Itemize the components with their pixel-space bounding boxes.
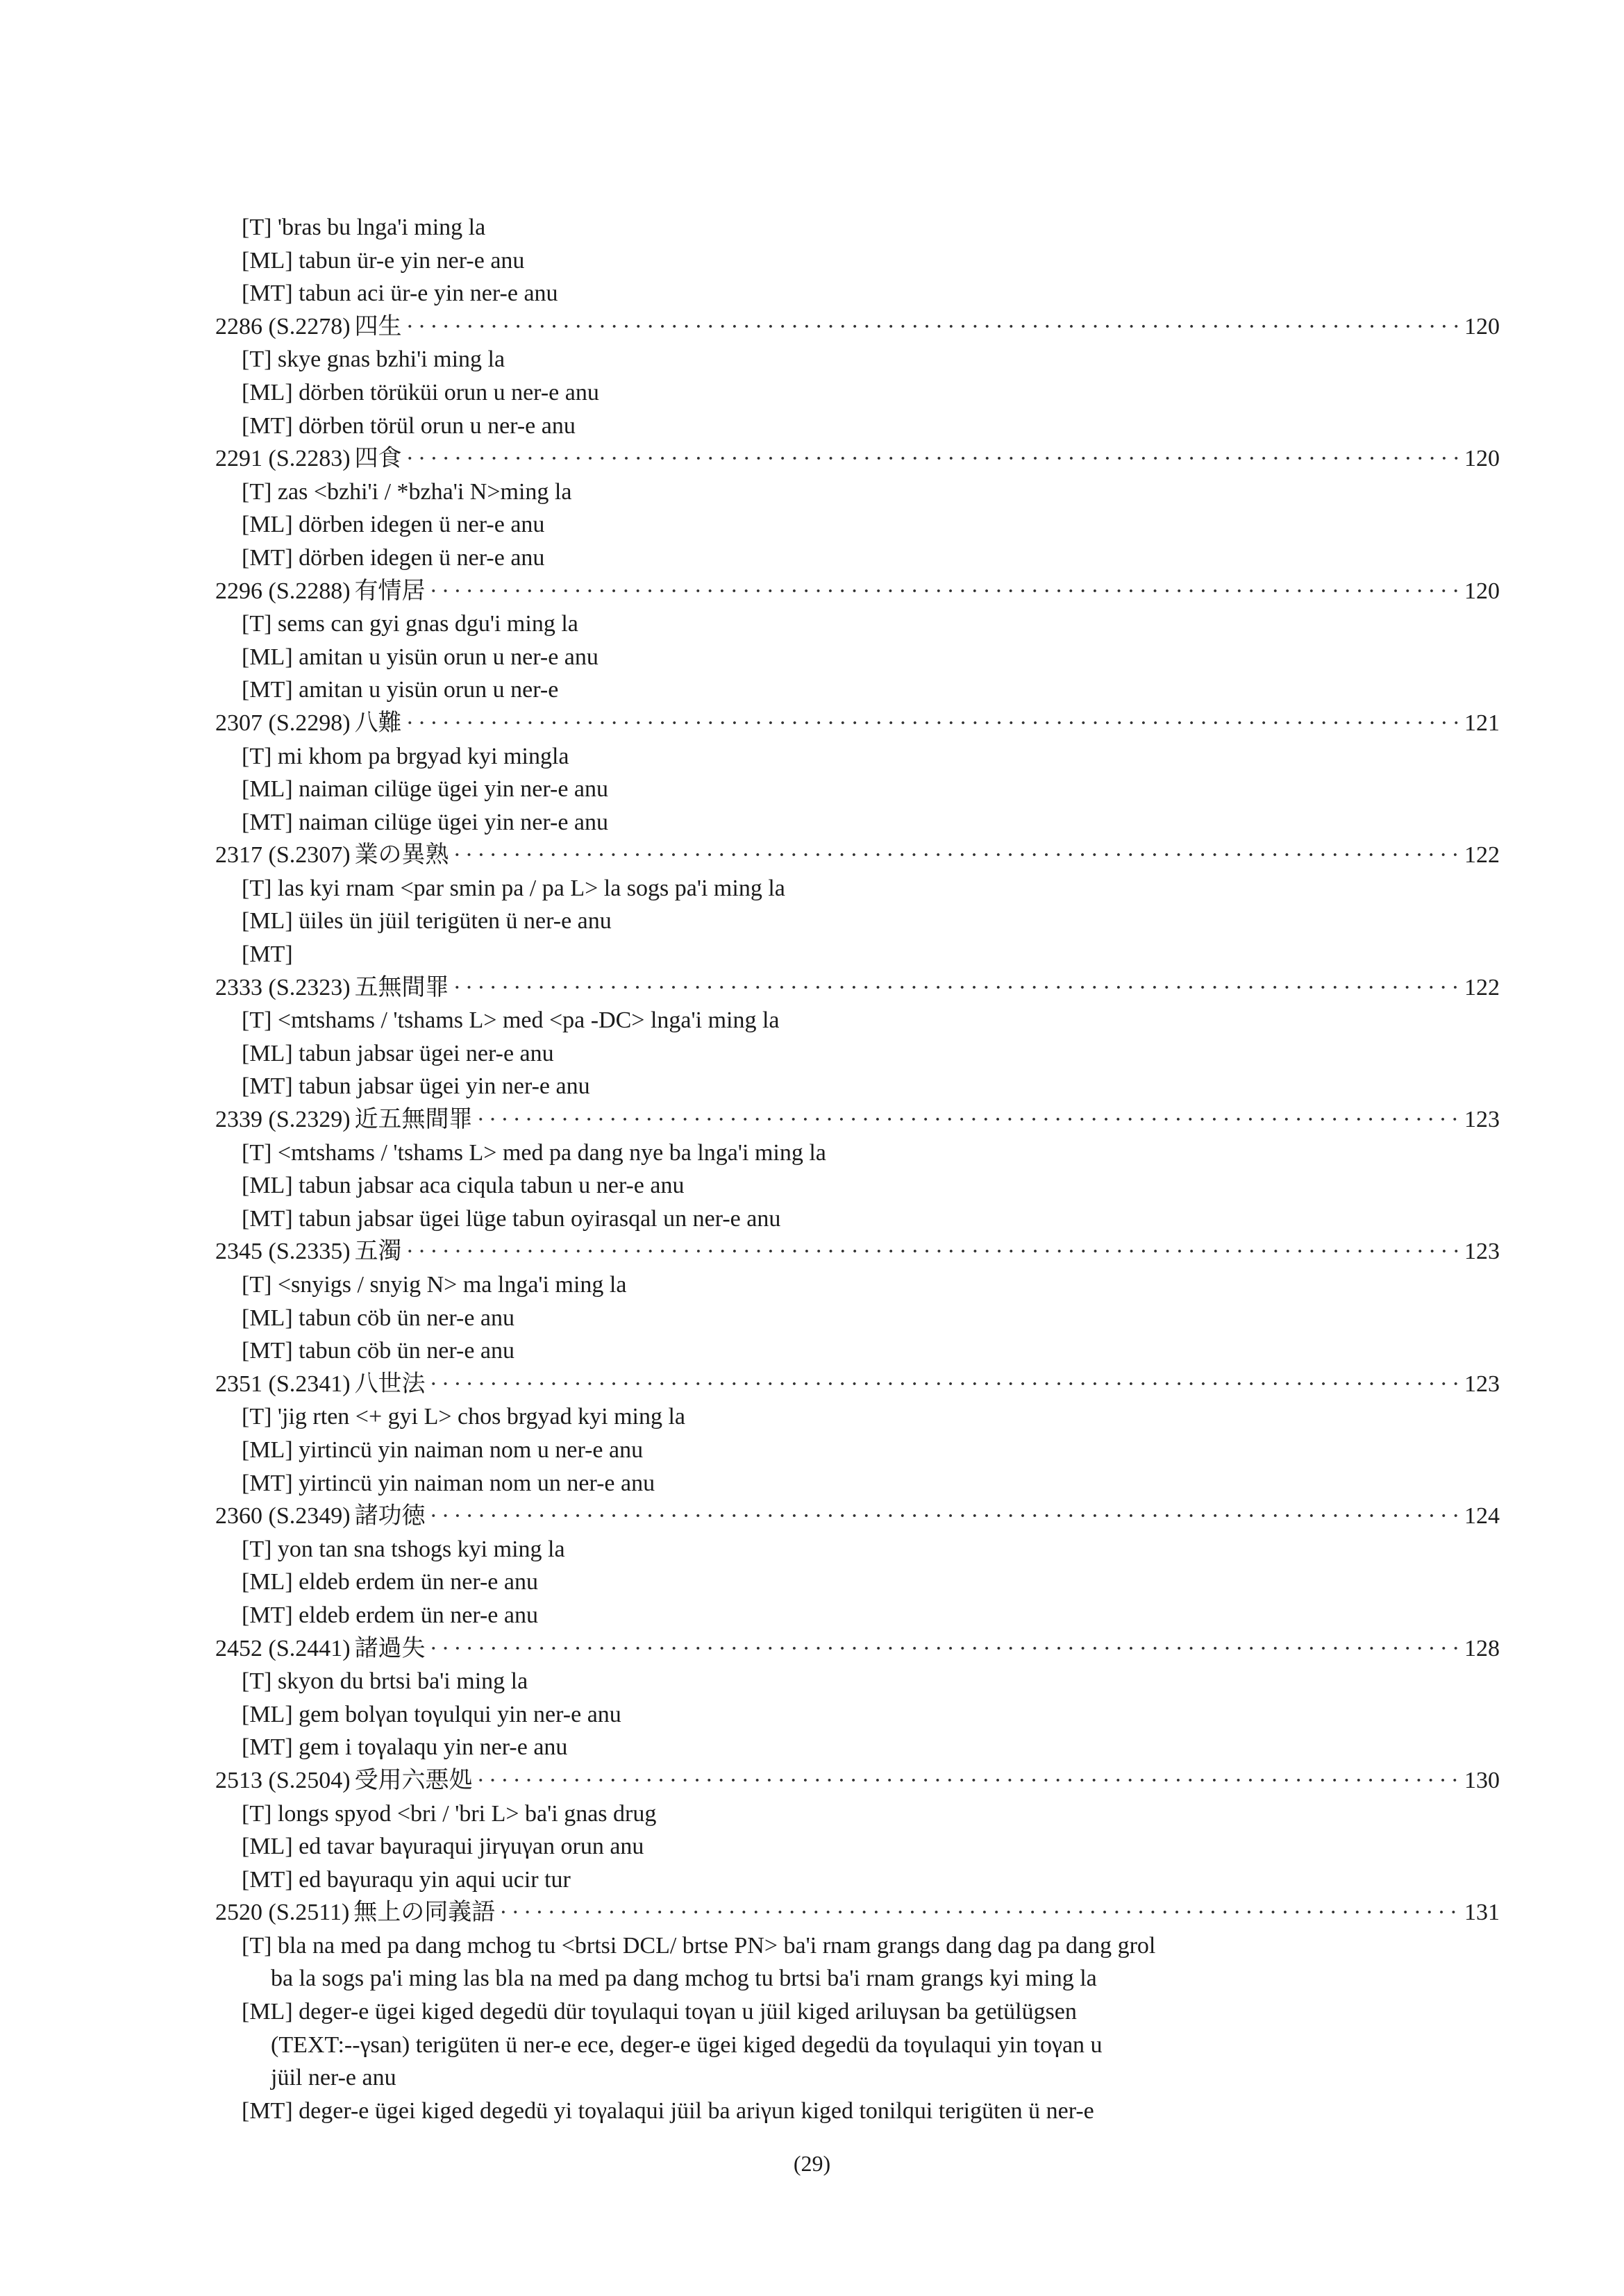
entry-line: [T] skyon du brtsi ba'i ming la xyxy=(242,1668,528,1695)
entry-line: [MT] tabun jabsar ügei lüge tabun oyirasqal un ner-e anu xyxy=(242,1205,781,1232)
entry-heading xyxy=(215,839,1500,872)
entry-number: 2351 (S.2341) xyxy=(215,1371,351,1397)
entry-heading xyxy=(215,1103,1500,1137)
entry-line: [T] mi khom pa brgyad kyi mingla xyxy=(242,743,569,769)
entry-line: [T] sems can gyi gnas dgu'i ming la xyxy=(242,611,578,637)
entry-line: [T] bla na med pa dang mchog tu <brtsi DCL/ brtse PN> ba'i rnam grangs dang dag pa dang grol xyxy=(242,1932,1156,1959)
entry-line: [MT] tabun cöb ün ner-e anu xyxy=(242,1338,515,1364)
entry-term: 五濁 xyxy=(354,1239,402,1265)
entry-page-ref: 128 xyxy=(1464,1635,1500,1661)
entry-heading xyxy=(215,575,1500,608)
dot-leader xyxy=(477,1764,1462,1798)
entry-list xyxy=(215,211,1500,2127)
entry-heading xyxy=(215,1235,1500,1268)
entry-heading xyxy=(215,1368,1500,1401)
entry-line: [ML] deger-e ügei kiged degedü dür toγulaqui toγan u jüil kiged ariluγsan ba getülügsen xyxy=(242,1999,1077,2025)
dot-leader xyxy=(430,1500,1462,1533)
entry-line: [T] longs spyod <bri / 'bri L> ba'i gnas drug xyxy=(242,1800,657,1827)
entry-line: [T] <mtshams / 'tshams L> med pa dang nye ba lnga'i ming la xyxy=(242,1139,826,1166)
entry-line: [ML] amitan u yisün orun u ner-e anu xyxy=(242,644,598,670)
entry-page-ref: 123 xyxy=(1464,1371,1500,1397)
entry-heading xyxy=(215,707,1500,740)
entry-term: 八世法 xyxy=(354,1371,426,1397)
entry-page-ref: 121 xyxy=(1464,710,1500,736)
dot-leader xyxy=(430,575,1462,608)
page-number: (29) xyxy=(793,2151,831,2176)
entry-number: 2307 (S.2298) xyxy=(215,710,351,736)
entry-page-ref: 123 xyxy=(1464,1239,1500,1265)
entry-number: 2333 (S.2323) xyxy=(215,974,351,1000)
entry-line: [MT] eldeb erdem ün ner-e anu xyxy=(242,1602,538,1628)
entry-line: [ML] üiles ün jüil terigüten ü ner-e anu xyxy=(242,908,612,935)
entry-term: 無上の同義語 xyxy=(353,1900,496,1926)
dot-leader xyxy=(406,1235,1462,1268)
entry-line: [ML] dörben törüküi orun u ner-e anu xyxy=(242,379,599,405)
dot-leader xyxy=(453,971,1462,1005)
entry-line: [T] las kyi rnam <par smin pa / pa L> la sogs pa'i ming la xyxy=(242,875,785,901)
entry-heading xyxy=(215,971,1500,1005)
entry-page-ref: 131 xyxy=(1464,1900,1500,1926)
entry-heading xyxy=(215,442,1500,476)
entry-line: [ML] ed tavar baγuraqui jirγuγan orun anu xyxy=(242,1834,644,1860)
entry-line: [ML] tabun jabsar ügei ner-e anu xyxy=(242,1040,554,1066)
entry-heading xyxy=(215,1632,1500,1666)
entry-number: 2452 (S.2441) xyxy=(215,1635,351,1661)
entry-number: 2360 (S.2349) xyxy=(215,1503,351,1530)
entry-line: [ML] yirtincü yin naiman nom u ner-e anu xyxy=(242,1436,644,1463)
entry-number: 2291 (S.2283) xyxy=(215,446,351,472)
entry-number: 2296 (S.2288) xyxy=(215,578,351,604)
entry-page-ref: 130 xyxy=(1464,1767,1500,1793)
entry-line: [MT] dörben idegen ü ner-e anu xyxy=(242,544,545,571)
entry-line: [ML] tabun ür-e yin ner-e anu xyxy=(242,247,525,274)
entry-line: [ML] gem bolγan toγulqui yin ner-e anu xyxy=(242,1701,621,1727)
dot-leader xyxy=(406,310,1462,344)
entry-line-continuation: ba la sogs pa'i ming las bla na med pa dang mchog tu brtsi ba'i rnam grangs kyi ming la xyxy=(271,1966,1097,1992)
entry-line: [T] skye gnas bzhi'i ming la xyxy=(242,346,505,373)
entry-page-ref: 123 xyxy=(1464,1107,1500,1133)
entry-line: [T] 'bras bu lnga'i ming la xyxy=(242,215,486,240)
entry-number: 2339 (S.2329) xyxy=(215,1107,351,1133)
entry-term: 五無間罪 xyxy=(354,974,449,1000)
entry-term: 受用六悪処 xyxy=(354,1767,473,1793)
entry-line: [MT] dörben törül orun u ner-e anu xyxy=(242,412,576,439)
entry-line: [ML] tabun jabsar aca ciqula tabun u ner-e anu xyxy=(242,1173,685,1199)
entry-heading xyxy=(215,1896,1500,1929)
entry-page-ref: 120 xyxy=(1464,578,1500,604)
entry-line-continuation: (TEXT:--γsan) terigüten ü ner-e ece, deger-e ügei kiged degedü da toγulaqui yin toγan u xyxy=(271,2031,1103,2058)
entry-heading xyxy=(215,1764,1500,1798)
entry-term: 八難 xyxy=(354,710,402,736)
dot-leader xyxy=(430,1632,1462,1666)
dot-leader xyxy=(430,1368,1462,1401)
entry-term: 諸過失 xyxy=(354,1635,426,1661)
entry-term: 四生 xyxy=(354,313,402,340)
dot-leader xyxy=(406,707,1462,740)
entry-line: [T] <snyigs / snyig N> ma lnga'i ming la xyxy=(242,1272,627,1298)
entry-page-ref: 122 xyxy=(1464,974,1500,1000)
entry-line: [MT] tabun jabsar ügei yin ner-e anu xyxy=(242,1073,590,1100)
entry-page-ref: 120 xyxy=(1464,313,1500,340)
entry-line: [T] 'jig rten <+ gyi L> chos brgyad kyi ming la xyxy=(242,1404,686,1430)
entry-term: 近五無間罪 xyxy=(354,1107,473,1133)
entry-line: [ML] dörben idegen ü ner-e anu xyxy=(242,512,545,538)
entry-number: 2317 (S.2307) xyxy=(215,842,351,869)
entry-page-ref: 120 xyxy=(1464,446,1500,472)
entry-term: 諸功徳 xyxy=(354,1503,426,1530)
entry-term: 有情居 xyxy=(354,578,426,604)
entry-heading xyxy=(215,310,1500,344)
entry-line: [T] zas <bzhi'i / *bzha'i N>ming la xyxy=(242,478,572,505)
entry-page-ref: 124 xyxy=(1464,1503,1500,1530)
entry-line: [MT] ed baγuraqu yin aqui ucir tur xyxy=(242,1866,571,1893)
entry-term: 業の異熟 xyxy=(354,842,449,869)
entry-term: 四食 xyxy=(354,446,402,472)
dot-leader xyxy=(406,442,1462,476)
entry-line: [MT] amitan u yisün orun u ner-e xyxy=(242,677,559,703)
entry-number: 2286 (S.2278) xyxy=(215,313,351,340)
entry-line: [ML] tabun cöb ün ner-e anu xyxy=(242,1305,515,1331)
entry-number: 2345 (S.2335) xyxy=(215,1239,351,1265)
entry-number: 2513 (S.2504) xyxy=(215,1767,351,1793)
entry-page-ref: 122 xyxy=(1464,842,1500,869)
dot-leader xyxy=(499,1896,1462,1929)
entry-number: 2520 (S.2511) xyxy=(215,1900,350,1926)
entry-line: [MT] gem i toγalaqu yin ner-e anu xyxy=(242,1734,568,1761)
entry-line: [T] yon tan sna tshogs kyi ming la xyxy=(242,1536,565,1562)
entry-line: [MT] yirtincü yin naiman nom un ner-e anu xyxy=(242,1470,655,1496)
dot-leader xyxy=(453,839,1462,872)
entry-heading xyxy=(215,1500,1500,1533)
entry-line: [T] <mtshams / 'tshams L> med <pa -DC> lnga'i ming la xyxy=(242,1007,780,1034)
dot-leader xyxy=(477,1103,1462,1137)
entry-line: [MT] naiman cilüge ügei yin ner-e anu xyxy=(242,809,609,835)
entry-line-continuation: jüil ner-e anu xyxy=(271,2065,396,2091)
entry-line: [MT] deger-e ügei kiged degedü yi toγalaqui jüil ba ariγun kiged tonilqui terigüten ü ner-e xyxy=(242,2097,1094,2124)
entry-line: [MT] xyxy=(242,941,293,968)
entry-line: [ML] naiman cilüge ügei yin ner-e anu xyxy=(242,776,609,803)
entry-line: [MT] tabun aci ür-e yin ner-e anu xyxy=(242,280,558,307)
entry-line: [ML] eldeb erdem ün ner-e anu xyxy=(242,1569,538,1595)
